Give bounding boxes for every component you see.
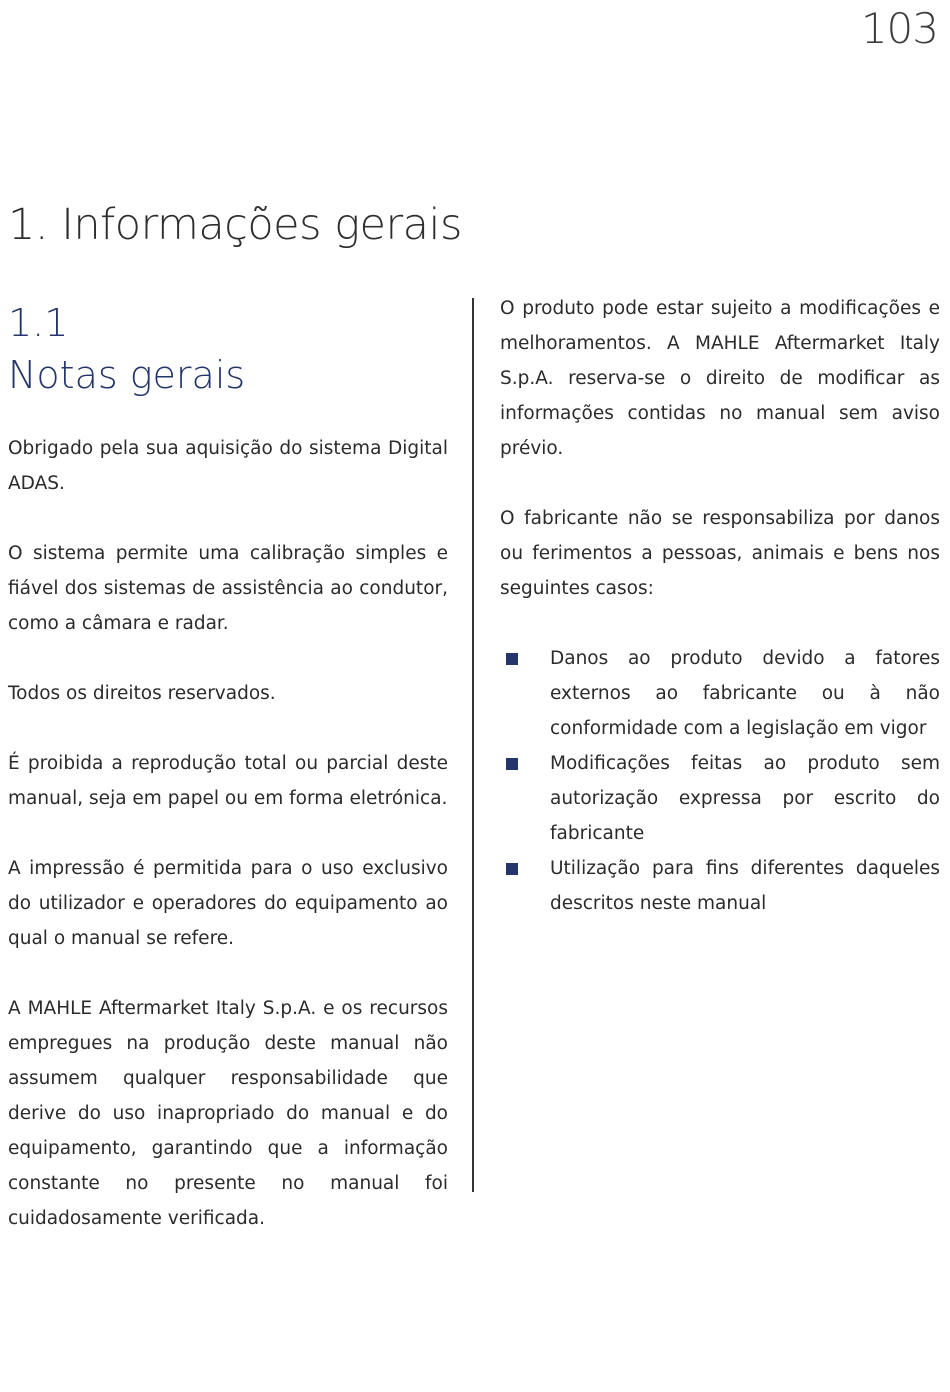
- square-bullet-icon: [506, 758, 518, 770]
- square-bullet-icon: [506, 863, 518, 875]
- right-column: [500, 291, 940, 921]
- paragraph-reproduction-prohibited: É proibida a reprodução total ou parcial deste manual, seja em papel ou em forma eletrónica.: [8, 753, 448, 809]
- paragraph-liability: A MAHLE Aftermarket Italy S.p.A. e os recursos empregues na produção deste manual não assumem qualquer responsabilidade que derive do uso inapropriado do manual e do equipamento, garantindo que a informação constante no presente no manual foi cuidadosamente verificada.: [8, 998, 448, 1229]
- paragraph-printing-permitted: A impressão é permitida para o uso exclusivo do utilizador e operadores do equipamento ao qual o manual se refere.: [8, 858, 448, 949]
- paragraph-manufacturer-disclaimer: O fabricante não se responsabiliza por danos ou ferimentos a pessoas, animais e bens nos seguintes casos:: [500, 508, 940, 599]
- list-item: [500, 746, 940, 851]
- page-number: 103: [860, 4, 938, 53]
- disclaimer-list: [500, 641, 940, 921]
- square-bullet-icon: [506, 653, 518, 665]
- paragraph-rights-reserved: Todos os direitos reservados.: [8, 683, 276, 704]
- chapter-title: 1. Informações gerais: [8, 200, 462, 250]
- left-column: [8, 431, 448, 1271]
- list-item-text: Modificações feitas ao produto sem autorização expressa por escrito do fabricante: [550, 753, 940, 844]
- list-item-text: Utilização para fins diferentes daqueles descritos neste manual: [550, 858, 940, 914]
- list-item-text: Danos ao produto devido a fatores externos ao fabricante ou à não conformidade com a legislação em vigor: [550, 648, 940, 739]
- paragraph-thanks: Obrigado pela sua aquisição do sistema Digital ADAS.: [8, 438, 448, 494]
- section-heading: [8, 297, 245, 401]
- section-number: 1.1: [8, 301, 69, 345]
- list-item: [500, 641, 940, 746]
- paragraph-system-description: O sistema permite uma calibração simples e fiável dos sistemas de assistência ao condutor, como a câmara e radar.: [8, 543, 448, 634]
- paragraph-modifications: O produto pode estar sujeito a modificações e melhoramentos. A MAHLE Aftermarket Italy S.p.A. reserva-se o direito de modificar as informações contidas no manual sem aviso prévio.: [500, 298, 940, 459]
- list-item: [500, 851, 940, 921]
- column-divider: [472, 298, 474, 1192]
- section-title: Notas gerais: [8, 353, 246, 397]
